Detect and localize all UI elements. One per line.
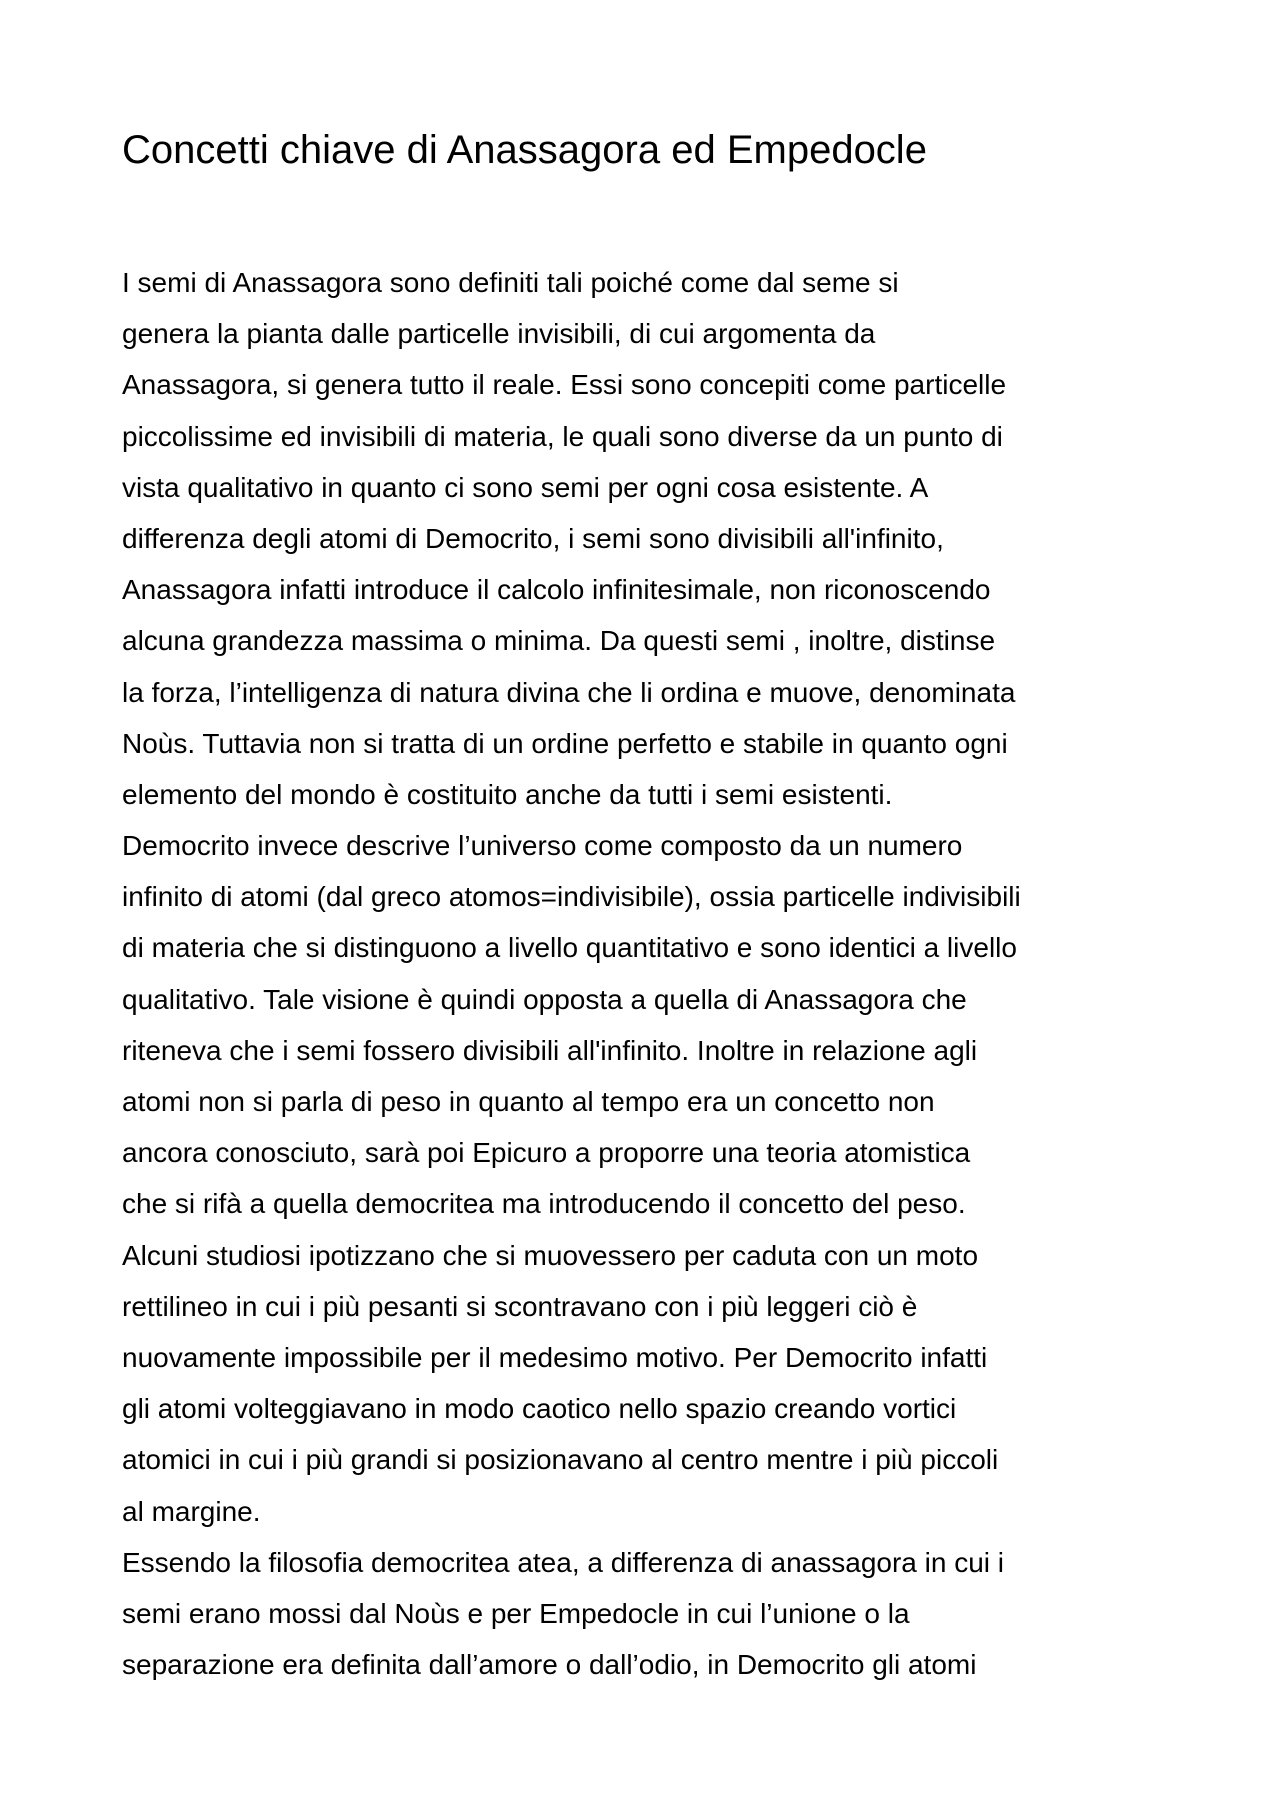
text-line: Anassagora infatti introduce il calcolo infinitesimale, non riconoscendo bbox=[122, 574, 991, 606]
text-line: infinito di atomi (dal greco atomos=indivisibile), ossia particelle indivisibili bbox=[122, 881, 1021, 913]
text-line: atomi non si parla di peso in quanto al tempo era un concetto non bbox=[122, 1086, 935, 1117]
text-line: alcuna grandezza massima o minima. Da questi semi , inoltre, distinse bbox=[122, 625, 996, 657]
text-line: gli atomi volteggiavano in modo caotico nello spazio creando vortici bbox=[122, 1393, 957, 1425]
text-line: Anassagora, si genera tutto il reale. Essi sono concepiti come particelle bbox=[122, 369, 1007, 401]
text-line: vista qualitativo in quanto ci sono semi per ogni cosa esistente. A bbox=[122, 471, 929, 503]
document-body bbox=[122, 257, 1202, 1690]
text-line: che si rifà a quella democritea ma introducendo il concetto del peso. bbox=[122, 1188, 966, 1220]
text-line: nuovamente impossibile per il medesimo motivo. Per Democrito infatti bbox=[122, 1341, 988, 1373]
text-line: Alcuni studiosi ipotizzano che si muovessero per caduta con un moto bbox=[122, 1239, 979, 1271]
text-line: atomici in cui i più grandi si posizionavano al centro mentre i più piccoli bbox=[122, 1444, 999, 1476]
text-line: differenza degli atomi di Democrito, i semi sono divisibili all'infinito, bbox=[122, 522, 944, 554]
text-line: separazione era definita dall’amore o dall’odio, in Democrito gli atomi bbox=[122, 1649, 977, 1681]
text-line: Democrito invece descrive l’universo come composto da un numero bbox=[122, 830, 963, 862]
text-line: Essendo la filosofia democritea atea, a differenza di anassagora in cui i bbox=[122, 1546, 1005, 1578]
text-line: qualitativo. Tale visione è quindi opposta a quella di Anassagora che bbox=[122, 983, 967, 1015]
text-line: Noùs. Tuttavia non si tratta di un ordine perfetto e stabile in quanto ogni bbox=[122, 727, 1008, 759]
text-line: di materia che si distinguono a livello quantitativo e sono identici a livello bbox=[122, 932, 1017, 964]
text-line: la forza, l’intelligenza di natura divina che li ordina e muove, denominata bbox=[122, 676, 1016, 708]
text-line: ancora conosciuto, sarà poi Epicuro a proporre una teoria atomistica bbox=[122, 1137, 971, 1169]
text-line: riteneva che i semi fossero divisibili all'infinito. Inoltre in relazione agli bbox=[122, 1034, 978, 1066]
document-title: Concetti chiave di Anassagora ed Empedocle bbox=[122, 128, 927, 172]
text-line: piccolissime ed invisibili di materia, le quali sono diverse da un punto di bbox=[122, 420, 1003, 452]
text-line: al margine. bbox=[122, 1495, 261, 1527]
text-line: elemento del mondo è costituito anche da tutti i semi esistenti. bbox=[122, 778, 893, 810]
text-line: I semi di Anassagora sono definiti tali poiché come dal seme si bbox=[122, 267, 899, 298]
text-line: rettilineo in cui i più pesanti si scontravano con i più leggeri ciò è bbox=[122, 1290, 918, 1322]
text-line: semi erano mossi dal Noùs e per Empedocle in cui l’unione o la bbox=[122, 1597, 910, 1629]
text-line: genera la pianta dalle particelle invisibili, di cui argomenta da bbox=[122, 318, 876, 350]
